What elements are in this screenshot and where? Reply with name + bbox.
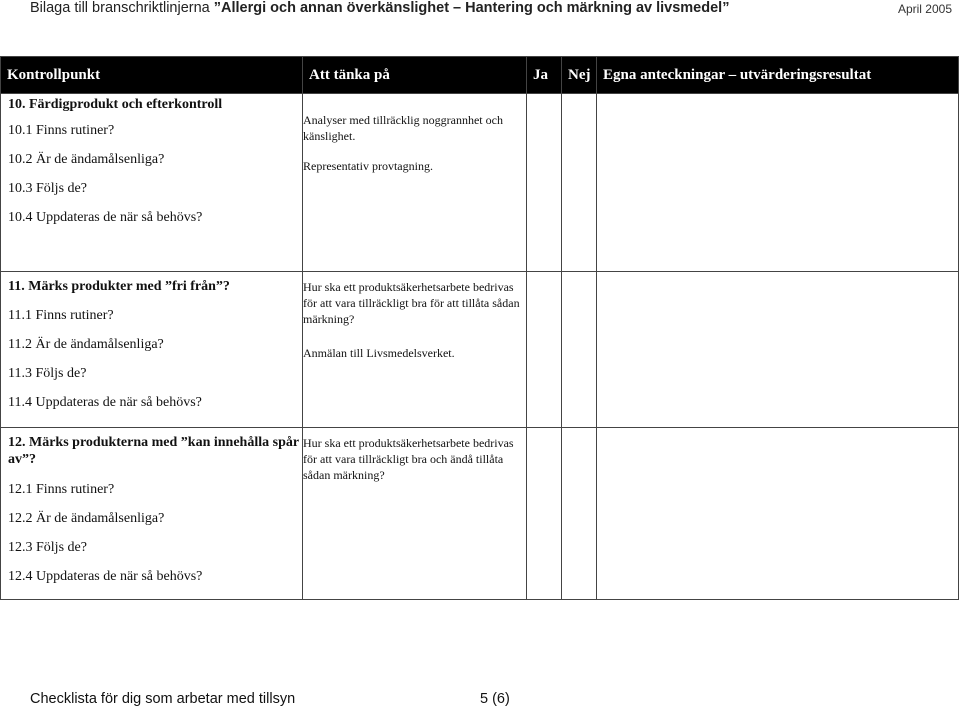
cell-ja-12[interactable] bbox=[527, 428, 562, 600]
cell-notes-12[interactable] bbox=[597, 428, 959, 600]
cell-kontrollpunkt-12 bbox=[1, 428, 303, 600]
table-row-section-11 bbox=[1, 272, 959, 428]
col-att-tanka: Att tänka på bbox=[303, 57, 527, 94]
cell-att-tanka-12 bbox=[303, 428, 527, 600]
checkpoint-item: 11.3 Följs de? bbox=[8, 366, 87, 381]
checkpoint-item: 10.1 Finns rutiner? bbox=[8, 123, 115, 138]
section-heading: 11. Märks produkter med ”fri från”? bbox=[8, 279, 230, 294]
checkpoint-item: 10.3 Följs de? bbox=[8, 181, 87, 196]
page-number: 5 (6) bbox=[480, 691, 510, 707]
table-header-row bbox=[1, 57, 959, 94]
col-kontrollpunkt: Kontrollpunkt bbox=[1, 57, 303, 94]
title-prefix: Bilaga till branschriktlinjerna bbox=[30, 0, 214, 16]
checkpoint-item: 12.1 Finns rutiner? bbox=[8, 482, 115, 497]
title-bold: ”Allergi och annan överkänslighet – Hantering och märkning av livsmedel” bbox=[213, 0, 730, 16]
note-text: Representativ provtagning. bbox=[303, 159, 433, 173]
section-heading: 12. Märks produkterna med ”kan innehålla spår av”? bbox=[8, 435, 299, 467]
checkpoint-item: 11.2 Är de ändamålsenliga? bbox=[8, 337, 164, 352]
section-heading: 10. Färdigprodukt och efterkontroll bbox=[8, 97, 223, 112]
cell-notes-11[interactable] bbox=[597, 272, 959, 428]
checkpoint-item: 11.4 Uppdateras de när så behövs? bbox=[8, 395, 202, 410]
checkpoint-item: 10.4 Uppdateras de när så behövs? bbox=[8, 210, 203, 225]
checkpoint-item: 12.2 Är de ändamålsenliga? bbox=[8, 511, 165, 526]
checkpoint-item: 12.4 Uppdateras de när så behövs? bbox=[8, 569, 203, 584]
cell-kontrollpunkt-10 bbox=[1, 94, 303, 272]
cell-notes-10[interactable] bbox=[597, 94, 959, 272]
col-nej: Nej bbox=[562, 57, 597, 94]
cell-nej-11[interactable] bbox=[562, 272, 597, 428]
cell-att-tanka-11 bbox=[303, 272, 527, 428]
cell-ja-10[interactable] bbox=[527, 94, 562, 272]
col-ja: Ja bbox=[527, 57, 562, 94]
cell-ja-11[interactable] bbox=[527, 272, 562, 428]
table-row-section-10 bbox=[1, 94, 959, 272]
cell-att-tanka-10 bbox=[303, 94, 527, 272]
note-text: Anmälan till Livsmedelsverket. bbox=[303, 346, 455, 360]
cell-kontrollpunkt-11 bbox=[1, 272, 303, 428]
table-row-section-12 bbox=[1, 428, 959, 600]
checkpoint-item: 10.2 Är de ändamålsenliga? bbox=[8, 152, 165, 167]
note-text: Hur ska ett produktsäkerhetsarbete bedrivas för att vara tillräckligt bra för att tillåta sådan märkning? bbox=[303, 280, 520, 326]
cell-nej-12[interactable] bbox=[562, 428, 597, 600]
checklist-table bbox=[0, 56, 959, 600]
document-title bbox=[30, 0, 729, 16]
note-text: Analyser med tillräcklig noggrannhet och känslighet. bbox=[303, 113, 503, 143]
footer-text: Checklista för dig som arbetar med tillsyn bbox=[30, 691, 296, 707]
page-header bbox=[0, 0, 960, 18]
checkpoint-item: 11.1 Finns rutiner? bbox=[8, 308, 114, 323]
col-notes: Egna anteckningar – utvärderingsresultat bbox=[597, 57, 959, 94]
note-text: Hur ska ett produktsäkerhetsarbete bedrivas för att vara tillräckligt bra och ändå tillåta sådan märkning? bbox=[303, 436, 514, 482]
document-date: April 2005 bbox=[897, 2, 952, 16]
cell-nej-10[interactable] bbox=[562, 94, 597, 272]
checkpoint-item: 12.3 Följs de? bbox=[8, 540, 87, 555]
